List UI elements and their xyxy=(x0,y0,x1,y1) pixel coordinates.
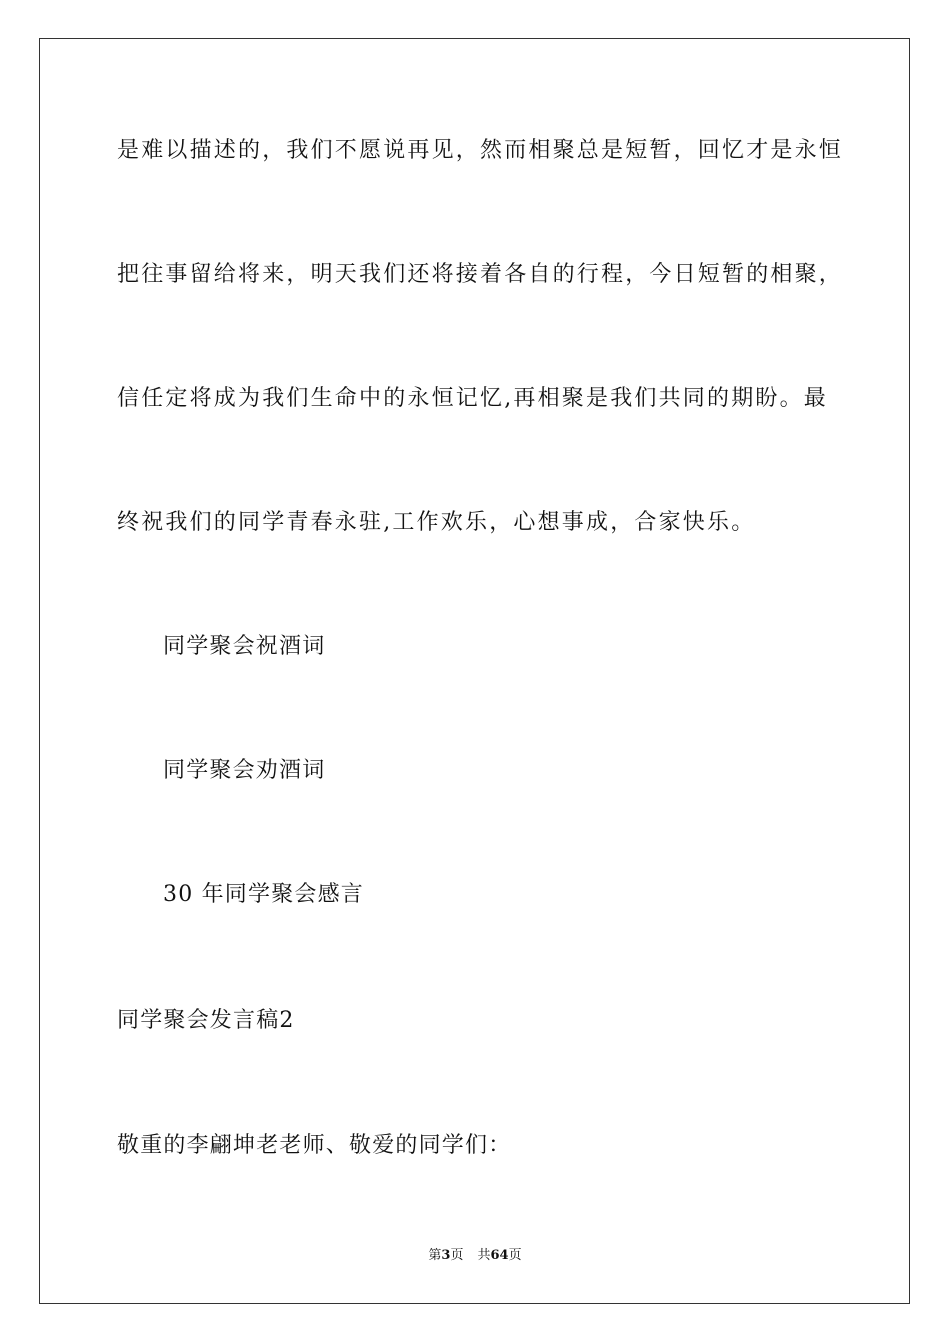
footer-page-suffix: 页 xyxy=(450,1248,464,1263)
related-link-30-year-reunion: 30 年同学聚会感言 xyxy=(163,882,364,907)
paragraph-line-4: 终祝我们的同学青春永驻,工作欢乐，心想事成，合家快乐。 xyxy=(117,510,756,535)
footer-page-number: 3 xyxy=(441,1248,451,1263)
related-link-drinking-speech: 同学聚会劝酒词 xyxy=(163,758,326,783)
footer-total-prefix: 共 xyxy=(477,1248,491,1263)
page-border xyxy=(39,38,910,1304)
page-footer xyxy=(0,1248,950,1264)
paragraph-line-1: 是难以描述的，我们不愿说再见，然而相聚总是短暂，回忆才是永恒 xyxy=(117,138,844,163)
paragraph-line-2: 把往事留给将来，明天我们还将接着各自的行程，今日短暂的相聚， xyxy=(117,262,844,287)
footer-total-pages: 64 xyxy=(490,1248,509,1263)
salutation-line: 敬重的李翩坤老老师、敬爱的同学们： xyxy=(117,1133,512,1158)
related-link-toast-speech: 同学聚会祝酒词 xyxy=(163,634,326,659)
paragraph-line-3: 信任定将成为我们生命中的永恒记忆,再相聚是我们共同的期盼。最 xyxy=(117,386,828,411)
footer-page-prefix: 第 xyxy=(428,1248,442,1263)
footer-total-suffix: 页 xyxy=(508,1248,522,1263)
section-heading: 同学聚会发言稿2 xyxy=(117,1008,295,1033)
